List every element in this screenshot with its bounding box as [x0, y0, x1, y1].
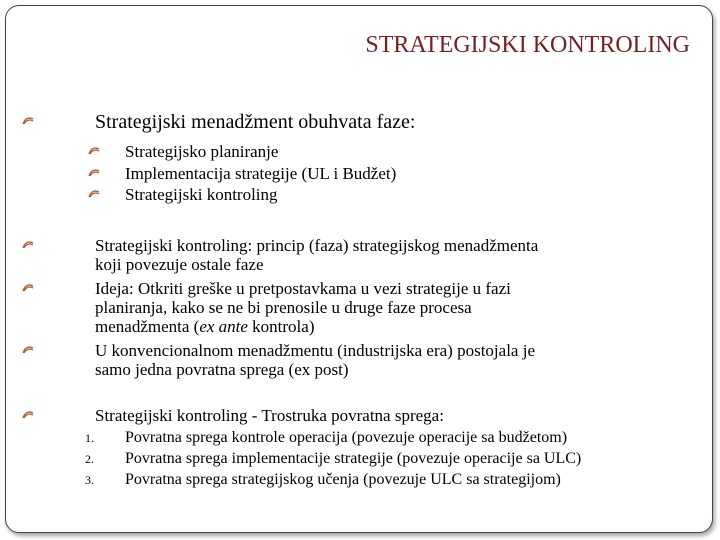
- point-line: Strategijski kontroling: princip (faza) strategijskog menadžmenta: [95, 236, 539, 255]
- phase-item: Strategijski kontroling: [125, 185, 278, 204]
- swirl-bullet-icon: [22, 345, 34, 355]
- swirl-bullet-icon: [22, 283, 34, 293]
- list-number: 1.: [85, 431, 94, 445]
- list-number: 2.: [85, 452, 94, 466]
- point-line-ex-ante: [95, 317, 315, 337]
- point-line: koji povezuje ostale faze: [95, 255, 264, 274]
- point-line: samo jedna povratna sprega (ex post): [95, 360, 349, 379]
- feedback-loop-item: Povratna sprega strategijskog učenja (povezuje ULC sa strategijom): [125, 471, 561, 488]
- intro-text: Strategijski menadžment obuhvata faze:: [95, 111, 416, 133]
- feedback-loop-item: Povratna sprega implementacije strategije (povezuje operacije sa ULC): [125, 450, 582, 467]
- trostruka-heading: Strategijski kontroling - Trostruka povratna sprega:: [95, 406, 444, 425]
- ex-ante-suffix: kontrola): [247, 317, 315, 336]
- swirl-bullet-icon: [88, 146, 100, 156]
- point-line: U konvencionalnom menadžmentu (industrijska era) postojala je: [95, 341, 535, 360]
- list-number: 3.: [85, 473, 94, 487]
- swirl-bullet-icon: [22, 410, 34, 420]
- swirl-bullet-icon: [22, 116, 34, 126]
- phase-item: Implementacija strategije (UL i Budžet): [125, 164, 397, 183]
- swirl-bullet-icon: [22, 240, 34, 250]
- ex-ante-prefix: menadžmenta (: [95, 317, 200, 336]
- swirl-bullet-icon: [88, 168, 100, 178]
- feedback-loop-item: Povratna sprega kontrole operacija (povezuje operacije sa budžetom): [125, 429, 568, 446]
- slide-title: STRATEGIJSKI KONTROLING: [365, 32, 690, 58]
- point-line: Ideja: Otkriti greške u pretpostavkama u vezi strategije u fazi: [95, 279, 511, 298]
- phase-item: Strategijsko planiranje: [125, 142, 279, 161]
- swirl-bullet-icon: [88, 189, 100, 199]
- ex-ante-italic: ex ante: [199, 317, 248, 336]
- point-line: planiranja, kako se ne bi prenosile u druge faze procesa: [95, 298, 472, 317]
